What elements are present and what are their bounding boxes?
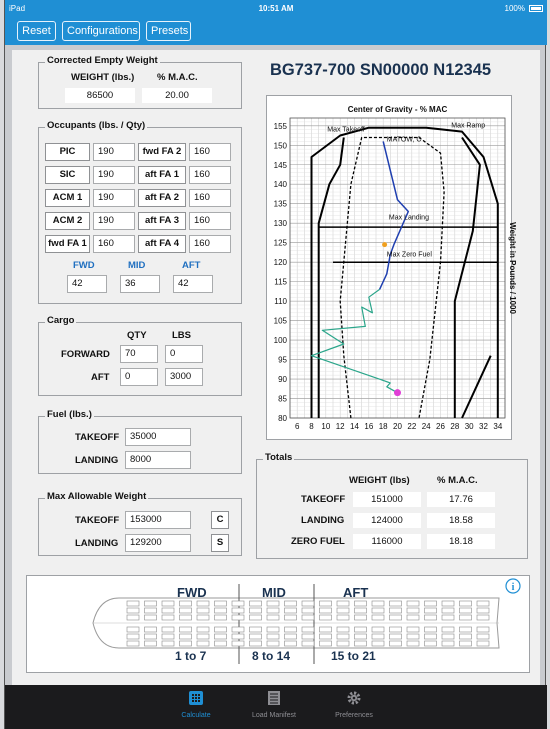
y-tick-label: 155	[273, 121, 287, 131]
seat	[180, 641, 192, 646]
seat	[320, 627, 332, 632]
seat	[267, 641, 279, 646]
seat	[355, 615, 367, 620]
totals-takeoff-weight: 151000	[353, 492, 421, 507]
group-title: Totals	[265, 452, 293, 463]
x-tick-label: 34	[493, 422, 503, 431]
seat	[215, 627, 227, 632]
seat	[442, 615, 454, 620]
seat	[145, 634, 157, 639]
totals-row-label: LANDING	[301, 515, 345, 526]
seat	[250, 608, 262, 613]
seat	[127, 601, 139, 606]
seat	[215, 634, 227, 639]
zone-label-fwd: FWD	[73, 260, 95, 271]
x-tick-label: 32	[479, 422, 488, 431]
seat	[267, 627, 279, 632]
seat-grid	[127, 601, 489, 646]
zone-name-mid: MID	[262, 585, 286, 600]
seat	[250, 601, 262, 606]
seat	[162, 627, 174, 632]
reset-button[interactable]: Reset	[17, 21, 56, 41]
seat	[215, 608, 227, 613]
seat	[460, 641, 472, 646]
seat	[197, 641, 209, 646]
chart-annotation: MATOW, C	[386, 136, 422, 144]
y-tick-label: 120	[273, 258, 287, 268]
max-takeoff-label: TAKEOFF	[75, 515, 120, 526]
zone-name-aft: AFT	[343, 585, 369, 600]
seat	[267, 601, 279, 606]
chart-annotation: Max Takeoff	[327, 126, 365, 134]
info-icon-glyph: i	[511, 582, 515, 593]
mac-label: % M.A.C.	[157, 72, 198, 83]
seat	[197, 608, 209, 613]
seat	[320, 641, 332, 646]
occupants-group	[38, 120, 242, 304]
seat	[390, 634, 402, 639]
y-tick-label: 135	[273, 199, 287, 209]
seat	[337, 634, 349, 639]
group-title: Cargo	[47, 315, 75, 326]
max-weight-group	[38, 491, 242, 556]
seat	[355, 601, 367, 606]
seat	[442, 641, 454, 646]
totals-landing-mac: 18.58	[427, 513, 495, 528]
cargo-forward-label: FORWARD	[61, 349, 110, 360]
s-button[interactable]: S	[211, 534, 229, 552]
fuel-takeoff-field[interactable]: 35000	[125, 428, 191, 446]
chart-annotation: Max Ramp	[451, 122, 486, 130]
seat	[442, 634, 454, 639]
seat	[442, 601, 454, 606]
totals-weight-header: WEIGHT (lbs)	[349, 475, 410, 486]
y-tick-label: 105	[273, 316, 287, 326]
seat	[162, 608, 174, 613]
seat	[285, 641, 297, 646]
group-title: Fuel (lbs.)	[47, 409, 92, 420]
occupant-button-aft-fa-3[interactable]: aft FA 3	[138, 212, 186, 230]
seat	[320, 615, 332, 620]
battery-percent: 100%	[504, 4, 525, 13]
y-tick-label: 85	[278, 394, 287, 404]
occupant-button-fwd-fa-1[interactable]: fwd FA 1	[45, 235, 90, 253]
y-tick-label: 80	[278, 414, 287, 423]
seat	[127, 641, 139, 646]
x-tick-label: 30	[464, 422, 474, 431]
seat	[390, 608, 402, 613]
x-tick-label: 22	[407, 422, 417, 431]
zone-rows-aft: 15 to 21	[331, 649, 376, 663]
seat	[285, 615, 297, 620]
x-tick-label: 26	[436, 422, 445, 431]
fuel-landing-field[interactable]: 8000	[125, 451, 191, 469]
seat	[145, 608, 157, 613]
seat	[180, 601, 192, 606]
seat	[215, 615, 227, 620]
y-tick-label: 140	[273, 180, 287, 190]
cargo-qty-header: QTY	[127, 330, 147, 341]
totals-mac-header: % M.A.C.	[437, 475, 478, 486]
seat	[372, 608, 384, 613]
group-title: Occupants (lbs. / Qty)	[47, 120, 146, 131]
y-tick-label: 110	[274, 297, 287, 307]
seat	[145, 615, 157, 620]
marker-takeoff	[394, 389, 401, 396]
seat	[460, 601, 472, 606]
seat	[407, 627, 419, 632]
seat	[267, 608, 279, 613]
seat	[285, 634, 297, 639]
empty-mac-value: 20.00	[142, 88, 212, 103]
totals-row-label: ZERO FUEL	[291, 536, 345, 547]
fuel-group	[38, 409, 242, 474]
battery-icon	[529, 5, 543, 12]
seat	[215, 601, 227, 606]
seat	[425, 608, 437, 613]
seat	[162, 641, 174, 646]
y-tick-label: 150	[273, 141, 287, 151]
y-tick-label: 145	[273, 160, 287, 170]
configurations-button[interactable]: Configurations	[62, 21, 140, 41]
seat	[232, 608, 244, 613]
x-tick-label: 6	[294, 422, 300, 431]
occupant-field-fwd-fa-2[interactable]: 160	[189, 143, 231, 161]
presets-button[interactable]: Presets	[146, 21, 191, 41]
main-content	[12, 50, 540, 685]
max-takeoff-field[interactable]: 153000	[125, 511, 191, 529]
corrected-empty-weight-group	[38, 55, 242, 109]
seat	[320, 608, 332, 613]
device-label: iPad	[9, 4, 26, 13]
totals-zero-fuel-weight: 116000	[353, 534, 421, 549]
seat	[442, 608, 454, 613]
seat	[337, 601, 349, 606]
seat	[145, 601, 157, 606]
occupant-field-sic[interactable]: 190	[93, 166, 135, 184]
seat	[460, 615, 472, 620]
totals-takeoff-mac: 17.76	[427, 492, 495, 507]
cargo-forward-qty[interactable]: 70	[120, 345, 158, 363]
zone-qty-fwd[interactable]: 42	[67, 275, 107, 293]
seat	[197, 634, 209, 639]
y-tick-label: 100	[273, 336, 287, 346]
seat	[477, 601, 489, 606]
seat	[337, 641, 349, 646]
seat	[145, 641, 157, 646]
occupant-field-aft-fa-3[interactable]: 160	[189, 212, 231, 230]
seat	[267, 615, 279, 620]
x-tick-label: 18	[378, 422, 388, 431]
seat	[250, 615, 262, 620]
group-title: Corrected Empty Weight	[47, 55, 158, 66]
seat	[197, 627, 209, 632]
occupant-button-aft-fa-1[interactable]: aft FA 1	[138, 166, 186, 184]
seat	[180, 627, 192, 632]
zone-rows-fwd: 1 to 7	[175, 649, 207, 663]
seat	[127, 627, 139, 632]
cargo-group	[38, 315, 242, 396]
cargo-forward-lbs[interactable]: 0	[165, 345, 203, 363]
x-tick-label: 14	[350, 422, 359, 431]
seat	[302, 608, 314, 613]
seat	[232, 634, 244, 639]
seat	[127, 608, 139, 613]
seat	[285, 601, 297, 606]
seat	[145, 627, 157, 632]
seat	[355, 627, 367, 632]
cargo-aft-qty[interactable]: 0	[120, 368, 158, 386]
seat	[477, 627, 489, 632]
seat	[407, 634, 419, 639]
seat	[407, 615, 419, 620]
totals-row-label: TAKEOFF	[301, 494, 346, 505]
tab-calculate[interactable]	[151, 685, 241, 729]
occupant-button-aft-fa-2[interactable]: aft FA 2	[138, 189, 186, 207]
y-tick-label: 130	[273, 219, 287, 229]
app-window	[4, 0, 546, 729]
seat	[197, 601, 209, 606]
seat	[477, 641, 489, 646]
occupant-field-aft-fa-2[interactable]: 160	[189, 189, 231, 207]
seat	[407, 641, 419, 646]
seat	[425, 641, 437, 646]
grid-icon	[189, 691, 203, 705]
seat	[197, 615, 209, 620]
clock: 10:51 AM	[258, 4, 294, 13]
seat	[425, 627, 437, 632]
totals-landing-weight: 124000	[353, 513, 421, 528]
seat	[180, 634, 192, 639]
empty-weight-value: 86500	[65, 88, 135, 103]
y-tick-label: 125	[273, 238, 287, 248]
seat	[302, 627, 314, 632]
totals-group	[256, 452, 528, 559]
seat	[372, 601, 384, 606]
seat	[460, 634, 472, 639]
seat	[337, 627, 349, 632]
cargo-aft-lbs[interactable]: 3000	[165, 368, 203, 386]
y-tick-label: 90	[278, 375, 287, 385]
seat	[355, 608, 367, 613]
seat	[390, 627, 402, 632]
chart-ylabel: Weight in Pounds / 1000	[508, 222, 517, 314]
seat	[372, 627, 384, 632]
seat	[127, 634, 139, 639]
c-button[interactable]: C	[211, 511, 229, 529]
seat	[232, 627, 244, 632]
seat	[285, 608, 297, 613]
x-tick-label: 28	[450, 422, 460, 431]
seat	[477, 608, 489, 613]
cargo-lbs-header: LBS	[172, 330, 191, 341]
occupant-button-acm-1[interactable]: ACM 1	[45, 189, 90, 207]
cg-chart-svg	[267, 96, 517, 441]
zone-rows-mid: 8 to 14	[252, 649, 291, 663]
weight-label: WEIGHT (lbs.)	[71, 72, 135, 83]
toolbar	[5, 17, 547, 45]
seat	[477, 615, 489, 620]
max-landing-field[interactable]: 129200	[125, 534, 191, 552]
tab-label: Load Manifest	[252, 712, 296, 719]
fuel-landing-label: LANDING	[75, 455, 119, 466]
x-tick-label: 8	[309, 422, 314, 431]
seat	[320, 634, 332, 639]
x-tick-label: 10	[321, 422, 331, 431]
max-landing-label: LANDING	[75, 538, 119, 549]
zone-name-fwd: FWD	[177, 585, 207, 600]
occupant-button-aft-fa-4[interactable]: aft FA 4	[138, 235, 186, 253]
list-icon	[267, 691, 281, 705]
seat	[302, 634, 314, 639]
seat	[302, 601, 314, 606]
chart-annotation: Max Zero Fuel	[386, 251, 432, 259]
seat	[232, 615, 244, 620]
tab-label: Preferences	[335, 712, 373, 719]
seat	[372, 615, 384, 620]
occupant-field-aft-fa-4[interactable]: 160	[189, 235, 231, 253]
seat	[372, 641, 384, 646]
status-bar	[5, 0, 547, 17]
cg-envelope-chart	[266, 95, 517, 440]
zone-label-mid: MID	[128, 260, 146, 271]
occupant-field-fwd-fa-1[interactable]: 160	[93, 235, 135, 253]
seat	[320, 601, 332, 606]
y-tick-label: 95	[278, 355, 287, 365]
tab-load-manifest[interactable]	[229, 685, 319, 729]
seat	[232, 641, 244, 646]
seat	[355, 641, 367, 646]
occupant-field-acm-2[interactable]: 190	[93, 212, 135, 230]
seat	[337, 615, 349, 620]
x-tick-label: 12	[335, 422, 345, 431]
seat	[232, 601, 244, 606]
seat	[267, 634, 279, 639]
seat	[477, 634, 489, 639]
seat	[390, 601, 402, 606]
seat	[407, 601, 419, 606]
seat	[162, 634, 174, 639]
x-tick-label: 24	[421, 422, 431, 431]
occupant-field-pic[interactable]: 190	[93, 143, 135, 161]
x-tick-label: 20	[393, 422, 402, 431]
seat	[407, 608, 419, 613]
seat	[180, 615, 192, 620]
occupant-button-fwd-fa-2[interactable]: fwd FA 2	[138, 143, 186, 161]
seat	[162, 601, 174, 606]
seat	[460, 627, 472, 632]
x-tick-label: 16	[364, 422, 374, 431]
seating-diagram	[26, 575, 530, 673]
seat	[215, 641, 227, 646]
seat	[425, 615, 437, 620]
chart-annotation: Max Landing	[388, 214, 429, 222]
seat	[285, 627, 297, 632]
zone-label-aft: AFT	[182, 260, 201, 271]
seat	[337, 608, 349, 613]
fuel-takeoff-label: TAKEOFF	[75, 432, 120, 443]
occupant-button-acm-2[interactable]: ACM 2	[45, 212, 90, 230]
seat	[250, 641, 262, 646]
tab-label: Calculate	[181, 712, 211, 719]
seat	[302, 615, 314, 620]
seat	[425, 634, 437, 639]
seat	[390, 641, 402, 646]
seat	[355, 634, 367, 639]
seat	[162, 615, 174, 620]
totals-zero-fuel-mac: 18.18	[427, 534, 495, 549]
cargo-aft-label: AFT	[91, 372, 110, 383]
seat	[442, 627, 454, 632]
occupant-button-sic[interactable]: SIC	[45, 166, 90, 184]
seat	[372, 634, 384, 639]
aircraft-title: BG737-700 SN00000 N12345	[270, 61, 492, 79]
seat	[127, 615, 139, 620]
y-tick-label: 115	[274, 277, 287, 287]
zone-qty-aft[interactable]: 42	[173, 275, 213, 293]
group-title: Max Allowable Weight	[47, 491, 147, 502]
occupant-button-pic[interactable]: PIC	[45, 143, 90, 161]
tab-preferences[interactable]	[309, 685, 399, 729]
zone-qty-mid[interactable]: 36	[120, 275, 160, 293]
chart-title: Center of Gravity - % MAC	[347, 105, 448, 114]
seat	[250, 627, 262, 632]
tab-bar	[5, 685, 547, 729]
seat	[390, 615, 402, 620]
marker-zero-fuel	[382, 242, 387, 247]
seat	[250, 634, 262, 639]
seat	[302, 641, 314, 646]
occupant-field-aft-fa-1[interactable]: 160	[189, 166, 231, 184]
seat	[180, 608, 192, 613]
gear-icon	[347, 691, 361, 705]
occupant-field-acm-1[interactable]: 190	[93, 189, 135, 207]
seat	[425, 601, 437, 606]
seat	[460, 608, 472, 613]
